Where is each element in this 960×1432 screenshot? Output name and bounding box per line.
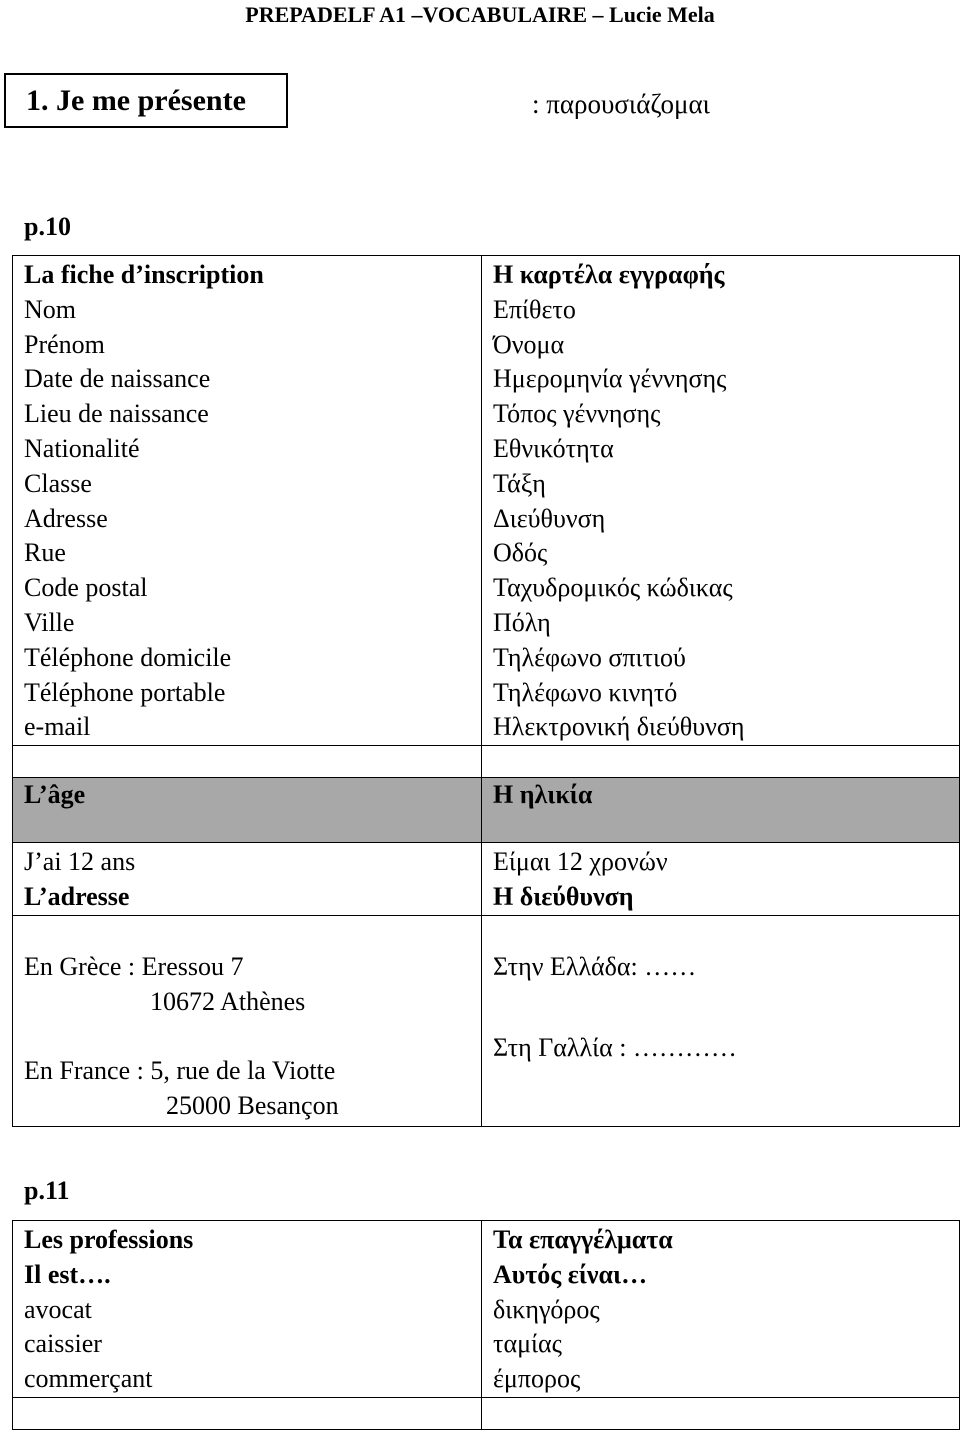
vocab-gr: Όνομα (493, 329, 565, 359)
vocab-gr: Ημερομηνία γέννησης (493, 364, 727, 394)
section-heading-gr: Η καρτέλα εγγραφής (493, 260, 725, 289)
table-row (13, 843, 960, 916)
fr-column (13, 1221, 482, 1398)
address-france-city-fr: 25000 Besançon (166, 1090, 339, 1120)
section-heading-gr: Τα επαγγέλματα (493, 1225, 673, 1254)
address-france-gr: Στη Γαλλία : ………… (493, 1032, 737, 1062)
vocab-fr: J’ai 12 ans (24, 847, 136, 877)
vocab-gr: έμπορος (493, 1364, 581, 1394)
vocab-gr: Τάξη (493, 468, 546, 498)
vocab-fr: Prénom (24, 329, 105, 359)
table-row (13, 778, 960, 843)
vocab-fr: Rue (24, 538, 66, 568)
gr-column (482, 1221, 960, 1398)
vocab-gr: Ηλεκτρονική διεύθυνση (493, 712, 745, 742)
subheading-gr: Αυτός είναι… (493, 1259, 648, 1289)
gr-column (482, 843, 960, 916)
vocab-gr: Διεύθυνση (493, 503, 606, 533)
vocab-fr: Adresse (24, 503, 108, 533)
vocab-fr: Nom (24, 294, 76, 324)
fr-column (13, 778, 482, 843)
page-label-p11: p.11 (24, 1176, 70, 1205)
vocab-fr: e-mail (24, 712, 91, 742)
vocab-gr: Ταχυδρομικός κώδικας (493, 573, 733, 603)
vocab-gr: δικηγόρος (493, 1294, 600, 1324)
vocab-gr: Τηλέφωνο σπιτιού (493, 642, 686, 672)
fr-column (13, 843, 482, 916)
vocab-fr: Date de naissance (24, 364, 211, 394)
vocab-fr: Code postal (24, 573, 148, 603)
fr-column (13, 256, 482, 746)
vocab-fr: Classe (24, 468, 92, 498)
table-row (13, 915, 960, 1126)
address-greece-fr: En Grèce : Eressou 7 (24, 951, 244, 981)
vocabulary-table-p10 (12, 255, 960, 1127)
table-row (13, 1397, 960, 1429)
vocab-gr: Πόλη (493, 607, 551, 637)
address-greece-gr: Στην Ελλάδα: …… (493, 951, 697, 981)
vocab-gr: Τόπος γέννησης (493, 399, 661, 429)
vocab-fr: caissier (24, 1329, 102, 1359)
vocabulary-table-p11 (12, 1220, 960, 1430)
vocab-gr: Είμαι 12 χρονών (493, 847, 668, 877)
vocab-gr: ταμίας (493, 1329, 562, 1359)
vocab-gr: Τηλέφωνο κινητό (493, 677, 678, 707)
vocab-gr: Εθνικότητα (493, 433, 614, 463)
gr-column (482, 256, 960, 746)
vocab-fr: avocat (24, 1294, 92, 1324)
vocab-fr: Nationalité (24, 433, 140, 463)
address-heading-gr: Η διεύθυνση (493, 881, 634, 911)
table-row (13, 256, 960, 746)
vocab-fr: Lieu de naissance (24, 399, 209, 429)
chapter-title: 1. Je me présente (4, 73, 288, 128)
address-heading-fr: L’adresse (24, 881, 130, 911)
section-heading-fr: La fiche d’inscription (24, 260, 264, 289)
vocab-fr: Téléphone domicile (24, 642, 232, 672)
gr-column (482, 778, 960, 843)
gr-column (482, 915, 960, 1126)
chapter-title-translation: : παρουσιάζομαι (532, 89, 710, 119)
table-row (13, 1221, 960, 1398)
vocab-fr: Ville (24, 607, 75, 637)
table-row (13, 746, 960, 778)
age-heading-fr: L’âge (24, 780, 86, 810)
page-label-p10: p.10 (24, 212, 71, 241)
age-heading-gr: Η ηλικία (493, 780, 593, 810)
vocab-fr: commerçant (24, 1364, 153, 1394)
document-header: PREPADELF A1 –VOCABULAIRE – Lucie Mela (245, 2, 715, 27)
vocab-gr: Επίθετο (493, 294, 576, 324)
fr-column (13, 915, 482, 1126)
address-greece-city-fr: 10672 Athènes (150, 986, 306, 1016)
address-france-fr: En France : 5, rue de la Viotte (24, 1056, 336, 1086)
vocab-gr: Οδός (493, 538, 548, 568)
section-heading-fr: Les professions (24, 1225, 194, 1254)
vocab-fr: Téléphone portable (24, 677, 226, 707)
subheading-fr: Il est…. (24, 1259, 111, 1289)
